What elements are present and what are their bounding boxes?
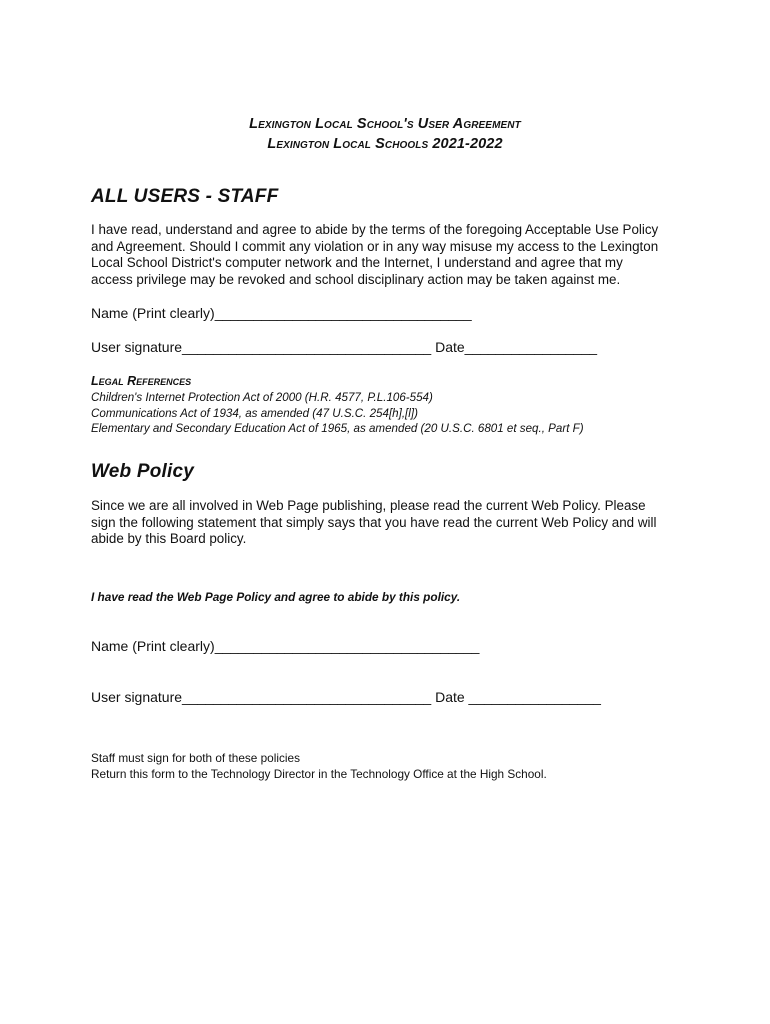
footer-note bbox=[91, 751, 547, 782]
web-policy-heading: Web Policy bbox=[91, 461, 195, 482]
all-users-paragraph-line: and Agreement. Should I commit any violation or in any way misuse my access to the Lexington bbox=[91, 238, 659, 254]
all-users-paragraph-line: I have read, understand and agree to abide by the terms of the foregoing Acceptable Use Policy bbox=[91, 222, 659, 237]
all-users-paragraph-line: access privilege may be revoked and school disciplinary action may be taken against me. bbox=[91, 271, 621, 287]
legal-reference-item: Children's Internet Protection Act of 2000 (H.R. 4577, P.L.106-554) bbox=[91, 391, 433, 404]
document-title bbox=[0, 114, 770, 154]
web-policy-paragraph bbox=[91, 498, 691, 548]
signature-date-field[interactable]: User signature________________________________ Date_________________ bbox=[91, 339, 598, 355]
title-line-1: Lexington Local School's User Agreement bbox=[249, 116, 521, 132]
footer-line-1: Staff must sign for both of these policies bbox=[91, 751, 300, 765]
all-users-paragraph bbox=[91, 222, 691, 288]
legal-reference-item: Communications Act of 1934, as amended (47 U.S.C. 254[h],[l]) bbox=[91, 406, 418, 420]
web-policy-paragraph-line: abide by this Board policy. bbox=[91, 531, 247, 547]
web-policy-statement: I have read the Web Page Policy and agree to abide by this policy. bbox=[91, 590, 461, 604]
footer-line-2: Return this form to the Technology Director in the Technology Office at the High School. bbox=[91, 766, 547, 781]
legal-reference-item: Elementary and Secondary Education Act of 1965, as amended (20 U.S.C. 6801 et seq., Part F) bbox=[91, 422, 584, 436]
name-print-field[interactable]: Name (Print clearly)_________________________________ bbox=[91, 305, 472, 321]
all-users-heading: ALL USERS - STAFF bbox=[91, 186, 279, 207]
web-signature-date-field[interactable]: User signature________________________________ Date _________________ bbox=[91, 689, 601, 705]
legal-references-list bbox=[91, 390, 584, 437]
web-policy-paragraph-line: Since we are all involved in Web Page publishing, please read the current Web Policy. Please bbox=[91, 498, 646, 513]
title-line-2: Lexington Local Schools 2021-2022 bbox=[267, 136, 503, 152]
web-policy-paragraph-line: sign the following statement that simply says that you have read the current Web Policy and will bbox=[91, 514, 657, 530]
web-name-print-field[interactable]: Name (Print clearly)__________________________________ bbox=[91, 638, 480, 654]
legal-references-heading: Legal References bbox=[91, 374, 192, 388]
all-users-paragraph-line: Local School District's computer network and the Internet, I understand and agree that my bbox=[91, 255, 623, 271]
